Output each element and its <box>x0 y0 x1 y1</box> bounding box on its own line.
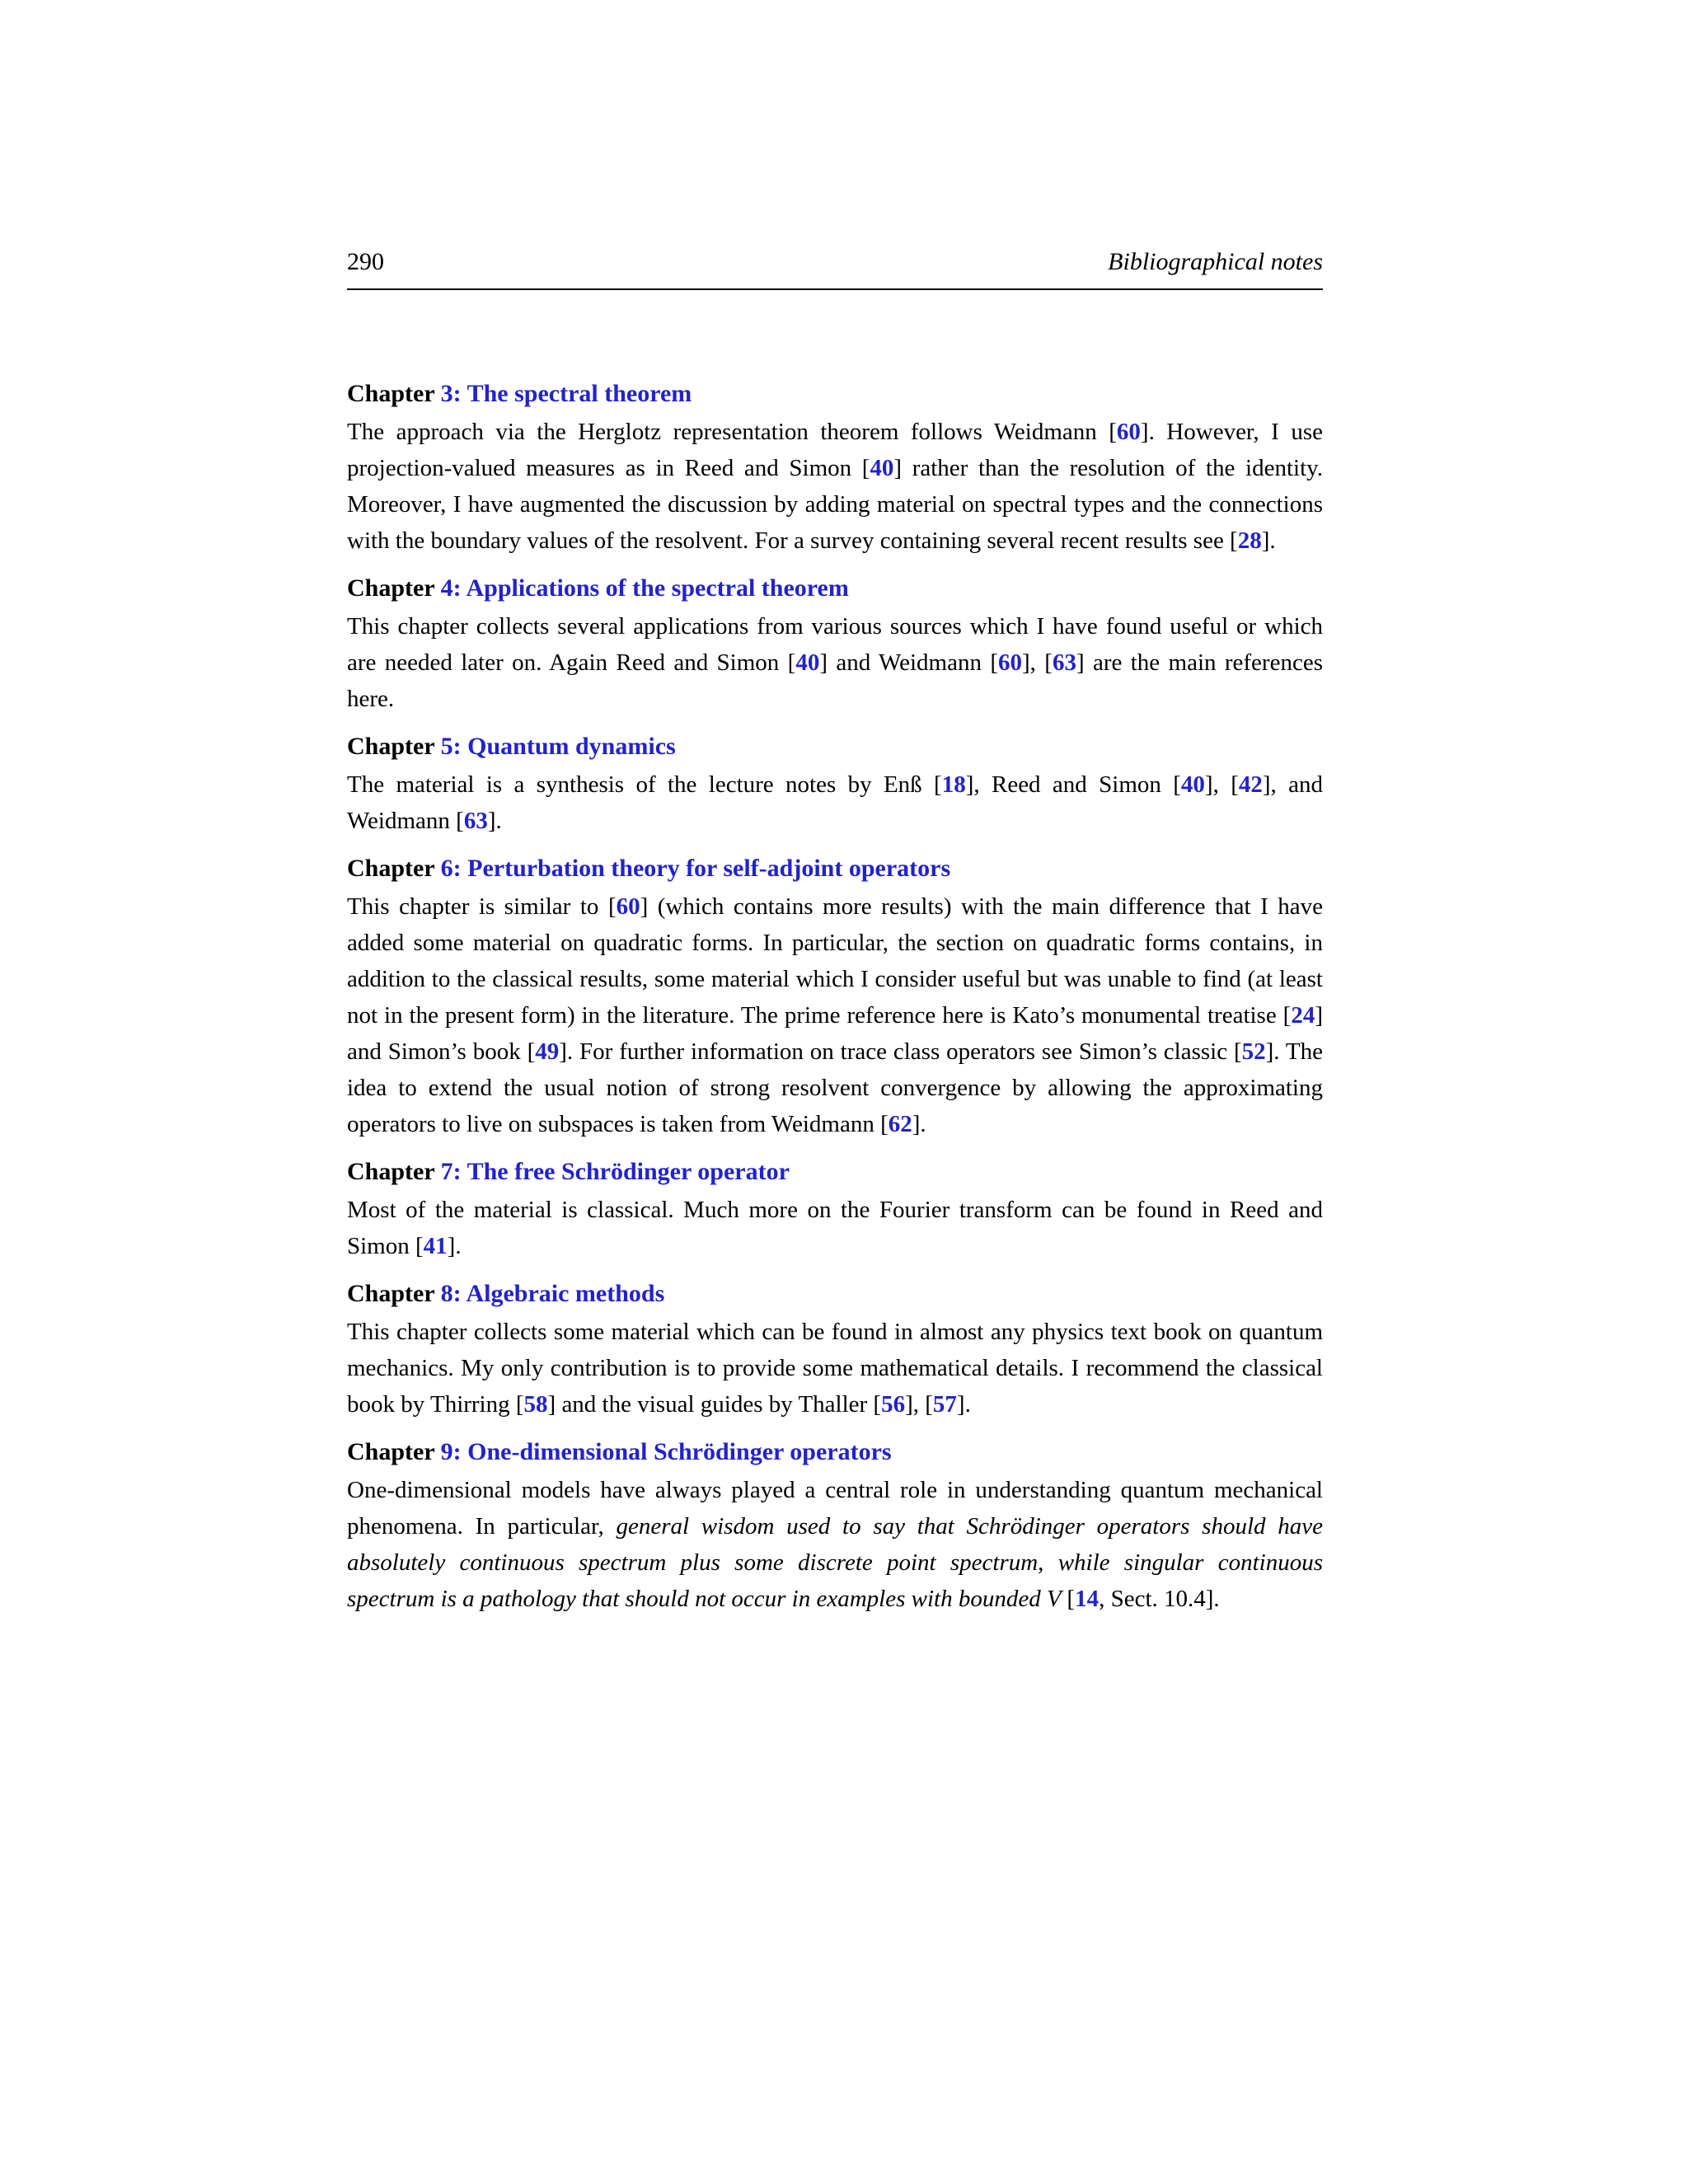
text-run: One-dimensional models have always played a central role in understanding quantum mechanical phenomena. In particular, <box>347 1477 1323 1540</box>
citation-link[interactable]: 60 <box>616 893 640 920</box>
text-run: ], [ <box>905 1391 933 1418</box>
citation-link[interactable]: 62 <box>888 1111 912 1137</box>
citation-link[interactable]: 52 <box>1241 1038 1266 1065</box>
text-run: ] and the visual guides by Thaller [ <box>547 1391 882 1418</box>
citation-link[interactable]: 40 <box>795 649 820 676</box>
chapter-heading <box>347 1154 1323 1190</box>
chapter-paragraph <box>347 1472 1323 1617</box>
emphasis-text: general wisdom used to say that Schrödinger operators should have absolutely continuous spectrum plus some discrete point spectrum, while singular continuous spectrum is a pathology that should not occur in examples with bounded V <box>347 1513 1323 1612</box>
citation-link[interactable]: 14 <box>1075 1586 1100 1612</box>
running-header <box>347 247 1323 290</box>
chapter-paragraph <box>347 1192 1323 1264</box>
text-run: ] rather than the resolution of the identity. Moreover, I have augmented the discussion by adding material on spectral types and the connections with the boundary values of the resolvent. For a survey containing several recent results see [ <box>347 455 1323 554</box>
citation-link[interactable]: 60 <box>998 649 1022 676</box>
text-run: The approach via the Herglotz representation theorem follows Weidmann [ <box>347 419 1117 445</box>
citation-link[interactable]: 57 <box>932 1391 957 1418</box>
text-run: ]. <box>447 1233 462 1259</box>
citation-link[interactable]: 18 <box>941 771 966 798</box>
chapter-heading <box>347 1434 1323 1470</box>
chapter-paragraph <box>347 888 1323 1142</box>
text-run: ], and Weidmann [ <box>347 771 1324 834</box>
chapter-word: Chapter <box>347 855 441 882</box>
sections-container <box>347 376 1323 1617</box>
text-run: ]. However, I use projection-valued measures as in Reed and Simon [ <box>347 419 1323 481</box>
text-run: ]. <box>956 1391 971 1418</box>
chapter-heading <box>347 729 1323 765</box>
text-run: ] are the main references here. <box>347 649 1323 712</box>
citation-link[interactable]: 60 <box>1116 419 1141 445</box>
chapter-paragraph <box>347 766 1323 839</box>
text-run: [ <box>1067 1586 1076 1612</box>
text-run: The material is a synthesis of the lecture notes by Enß [ <box>347 771 942 798</box>
chapter-heading <box>347 570 1323 607</box>
text-run: ]. <box>912 1111 926 1137</box>
text-run: ], Reed and Simon [ <box>965 771 1181 798</box>
citation-link[interactable]: 40 <box>870 455 894 481</box>
text-run: ] and Weidmann [ <box>819 649 998 676</box>
text-run: This chapter collects some material which can be found in almost any physics text book on quantum mechanics. My only contribution is to provide some mathematical details. I recommend the classical book by Thirring [ <box>347 1319 1323 1418</box>
chapter-title-link[interactable]: Algebraic methods <box>466 1280 665 1307</box>
chapter-number-link[interactable]: 8: <box>440 1280 467 1307</box>
text-run: , Sect. 10.4]. <box>1099 1586 1220 1612</box>
citation-link[interactable]: 63 <box>1052 649 1076 676</box>
chapter-number-link[interactable]: 6: <box>440 855 468 882</box>
chapter-word: Chapter <box>347 1280 441 1307</box>
chapter-word: Chapter <box>347 574 441 602</box>
citation-link[interactable]: 28 <box>1237 527 1262 554</box>
text-run: Most of the material is classical. Much more on the Fourier transform can be found in Reed and Simon [ <box>347 1197 1323 1259</box>
chapter-number-link[interactable]: 4: <box>440 574 467 602</box>
chapter-word: Chapter <box>347 1158 441 1185</box>
chapter-paragraph <box>347 1314 1323 1422</box>
chapter-title-link[interactable]: One-dimensional Schrödinger operators <box>467 1438 892 1465</box>
text-run: ]. <box>487 808 502 834</box>
chapter-heading <box>347 376 1323 412</box>
chapter-title-link[interactable]: Perturbation theory for self-adjoint operators <box>467 855 951 882</box>
chapter-heading <box>347 1276 1323 1312</box>
chapter-number-link[interactable]: 5: <box>440 733 468 760</box>
text-run: ], [ <box>1022 649 1053 676</box>
citation-link[interactable]: 58 <box>523 1391 548 1418</box>
chapter-number-link[interactable]: 3: <box>440 380 467 407</box>
text-run: ]. For further information on trace class operators see Simon’s classic [ <box>559 1038 1242 1065</box>
chapter-number-link[interactable]: 7: <box>440 1158 467 1185</box>
text-run: ], [ <box>1204 771 1239 798</box>
text-run: ] (which contains more results) with the main difference that I have added some material on quadratic forms. In particular, the section on quadratic forms contains, in addition to the classical results, some material which I consider useful but was unable to find (at least not in the present form) in the literature. The prime reference here is Kato’s monumental treatise [ <box>347 893 1323 1029</box>
citation-link[interactable]: 42 <box>1238 771 1263 798</box>
chapter-paragraph <box>347 414 1323 559</box>
chapter-number-link[interactable]: 9: <box>440 1438 468 1465</box>
chapter-word: Chapter <box>347 380 441 407</box>
chapter-paragraph <box>347 608 1323 717</box>
citation-link[interactable]: 63 <box>463 808 488 834</box>
running-head-title: Bibliographical notes <box>1108 248 1323 275</box>
page-number: 290 <box>347 248 384 275</box>
chapter-title-link[interactable]: Applications of the spectral theorem <box>466 574 849 602</box>
citation-link[interactable]: 24 <box>1291 1002 1315 1029</box>
chapter-title-link[interactable]: The spectral theorem <box>467 380 692 407</box>
text-run: ] and Simon’s book [ <box>347 1002 1323 1065</box>
chapter-title-link[interactable]: The free Schrödinger operator <box>467 1158 790 1185</box>
citation-link[interactable]: 56 <box>881 1391 906 1418</box>
citation-link[interactable]: 41 <box>423 1233 448 1259</box>
citation-link[interactable]: 49 <box>535 1038 560 1065</box>
citation-link[interactable]: 40 <box>1180 771 1205 798</box>
text-run: This chapter collects several applications from various sources which I have found useful or which are needed later on. Again Reed and Simon [ <box>347 613 1323 676</box>
chapter-heading <box>347 851 1323 887</box>
chapter-word: Chapter <box>347 733 441 760</box>
text-block <box>347 247 1323 1617</box>
text-run: This chapter is similar to [ <box>347 893 617 920</box>
text-run: ]. <box>1261 527 1276 554</box>
chapter-title-link[interactable]: Quantum dynamics <box>467 733 676 760</box>
chapter-word: Chapter <box>347 1438 441 1465</box>
text-run: ]. The idea to extend the usual notion of strong resolvent convergence by allowing the approximating operators to live on subspaces is taken from Weidmann [ <box>347 1038 1323 1137</box>
